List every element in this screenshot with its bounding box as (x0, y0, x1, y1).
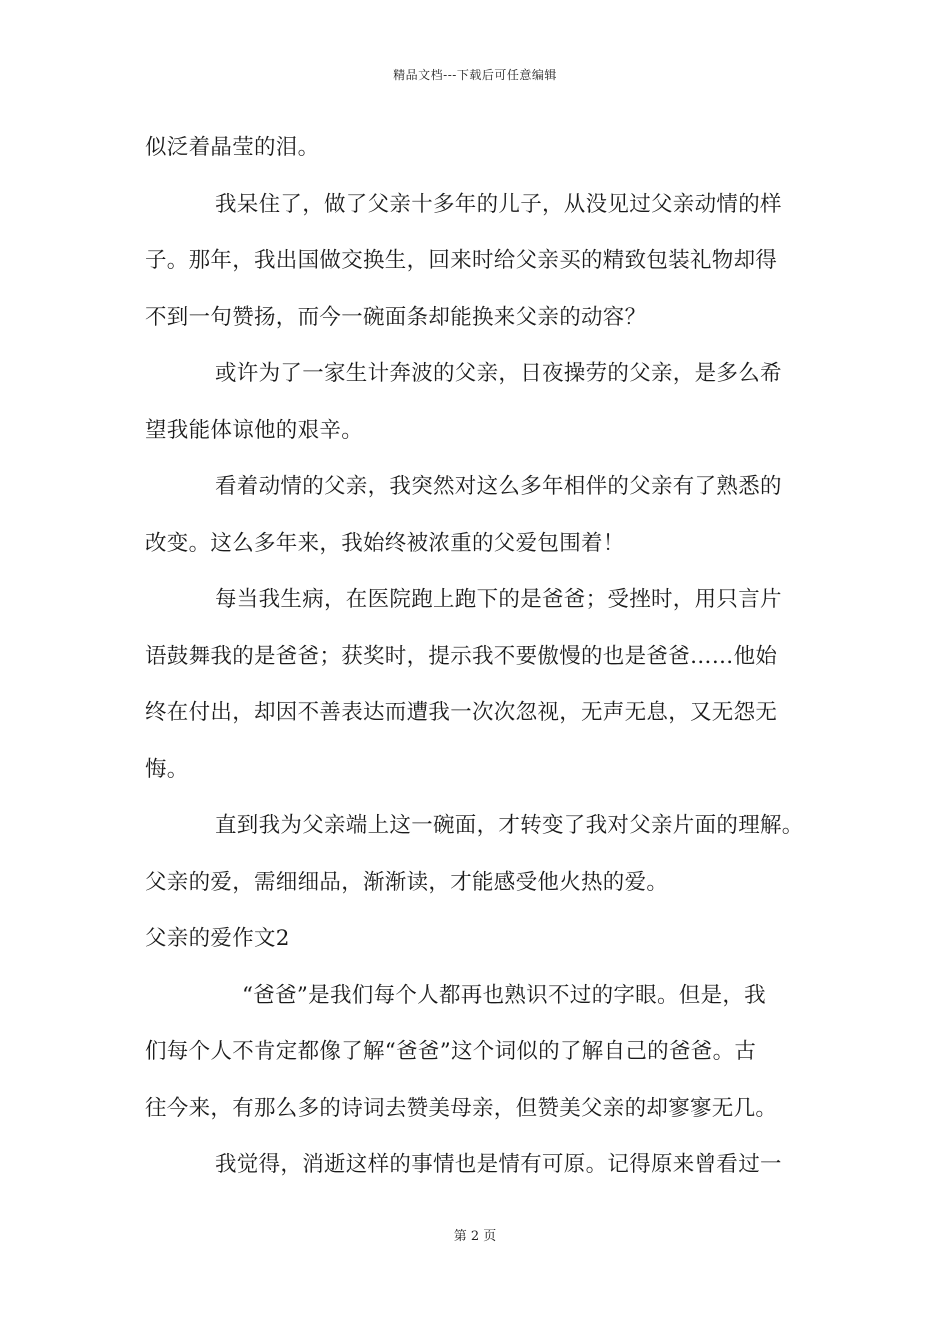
body-line: 终在付出，却因不善表达而遭我一次次忽视，无声无息，又无怨无 (145, 700, 778, 725)
body-line: 父亲的爱，需细细品，渐渐读，才能感受他火热的爱。 (145, 869, 669, 895)
body-line: 往今来，有那么多的诗词去赞美母亲，但赞美父亲的却寥寥无几。 (145, 1095, 778, 1121)
document-body (145, 126, 825, 1200)
body-line: 每当我生病，在医院跑上跑下的是爸爸；受挫时，用只言片 (215, 587, 782, 612)
body-line: 们每个人不肯定都像了解“爸爸”这个词似的了解自己的爸爸。古 (145, 1039, 757, 1064)
page-number: 第 2 页 (453, 1229, 497, 1244)
body-line: “爸爸”是我们每个人都再也熟识不过的字眼。但是，我 (242, 982, 766, 1008)
body-line: 悔。 (145, 756, 189, 782)
body-line: 看着动情的父亲，我突然对这么多年相伴的父亲有了熟悉的 (215, 474, 782, 499)
body-line: 望我能体谅他的艰辛。 (145, 417, 364, 443)
body-line: 语鼓舞我的是爸爸；获奖时，提示我不要傲慢的也是爸爸……他始 (145, 643, 778, 669)
body-line: 改变。这么多年来，我始终被浓重的父爱包围着！ (145, 530, 625, 556)
body-line: 似泛着晶莹的泪。 (145, 135, 320, 160)
body-line: 或许为了一家生计奔波的父亲，日夜操劳的父亲，是多么希 (215, 361, 782, 386)
body-line: 我呆住了，做了父亲十多年的儿子，从没见过父亲动情的样 (215, 191, 782, 217)
page-header: 精品文档---下载后可任意编辑 (393, 68, 557, 82)
body-line: 子。那年，我出国做交换生，回来时给父亲买的精致包装礼物却得 (145, 248, 778, 273)
body-line: 直到我为父亲端上这一碗面，才转变了我对父亲片面的理解。 (215, 813, 804, 838)
section-title: 父亲的爱作文2 (145, 926, 290, 951)
body-line: 不到一句赞扬，而今一碗面条却能换来父亲的动容？ (145, 304, 647, 330)
body-line: 我觉得，消逝这样的事情也是情有可原。记得原来曾看过一 (215, 1152, 782, 1177)
